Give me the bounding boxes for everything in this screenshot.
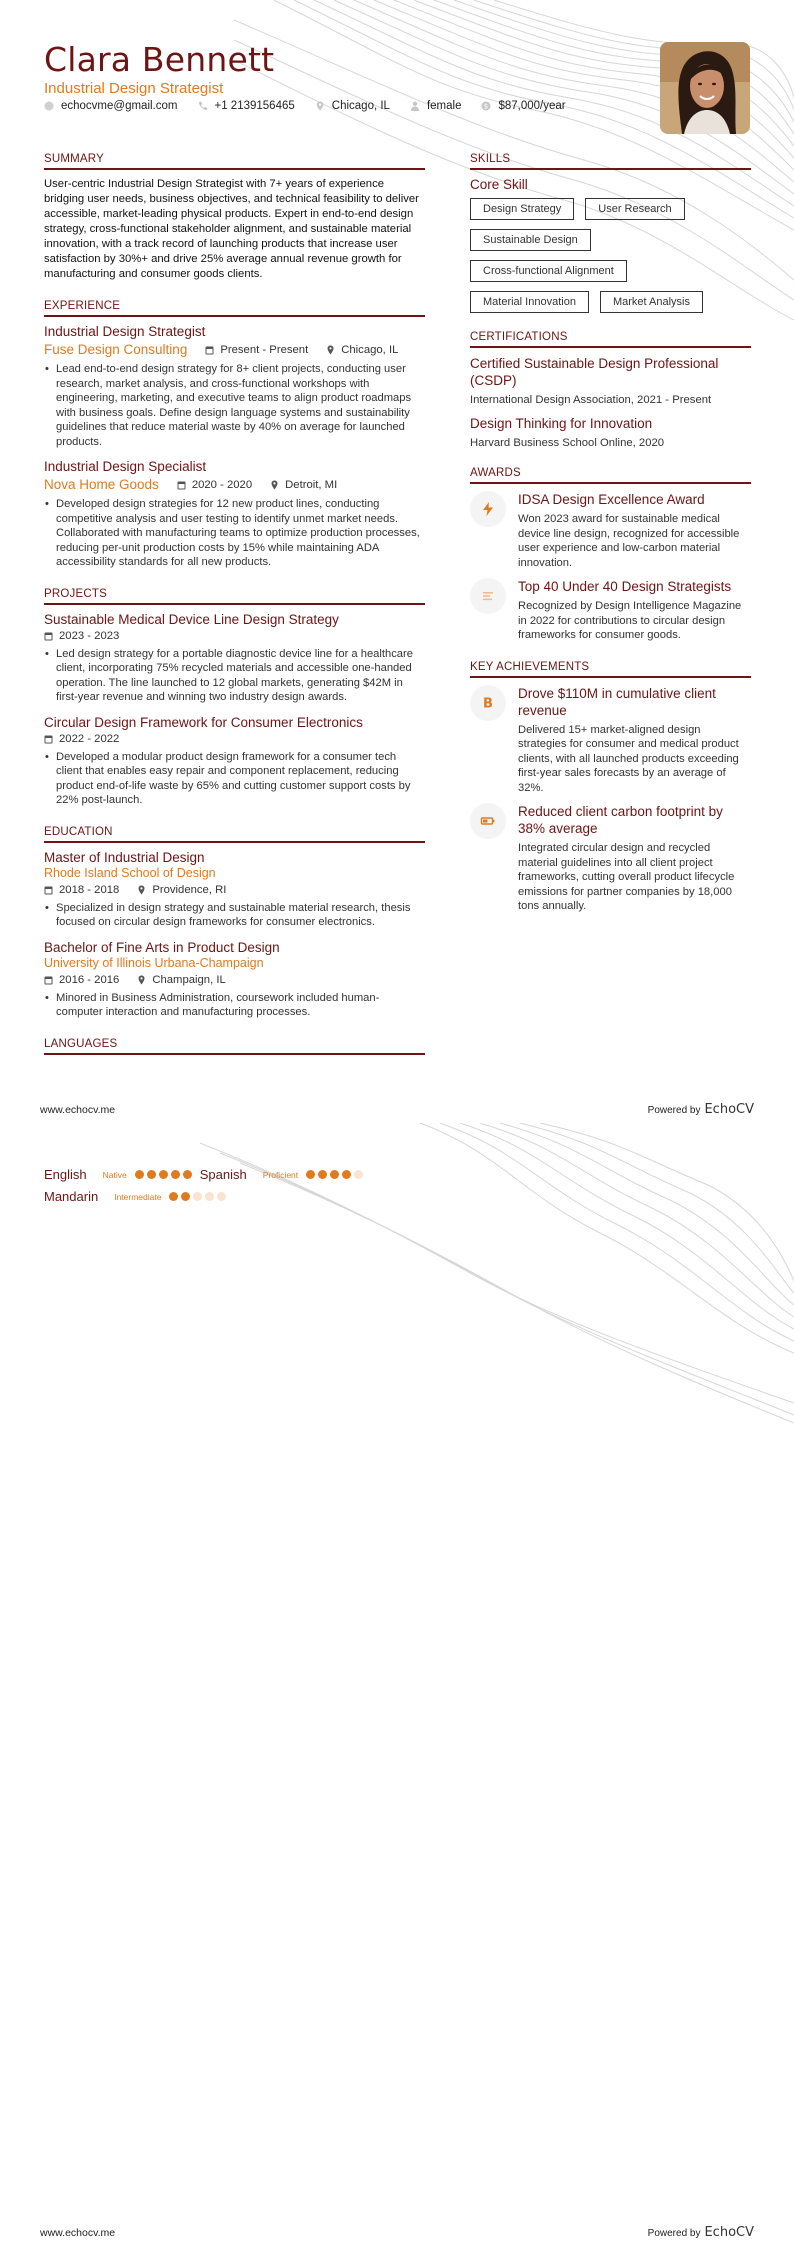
achievement-description: Delivered 15+ market-aligned design strategies for consumer and medical product clients, with all launched products exceeding first-year sales forecasts by an average of 32%.	[518, 723, 739, 794]
section-heading: CERTIFICATIONS	[470, 331, 751, 348]
school-name: Rhode Island School of Design	[44, 865, 216, 880]
bullet-list	[44, 647, 425, 705]
experience-item	[44, 459, 425, 570]
degree-title: Master of Industrial Design	[44, 849, 205, 865]
languages-section	[44, 1038, 425, 1055]
certification-name: Design Thinking for Innovation	[470, 416, 653, 431]
language-level: Intermediate	[114, 1191, 162, 1202]
profile-photo	[660, 42, 750, 134]
achievement-title: Reduced client carbon footprint by 38% average	[518, 804, 723, 836]
job-title: Industrial Design Strategist	[44, 324, 206, 339]
education-meta	[44, 884, 425, 896]
skill-tag: Market Analysis	[600, 291, 703, 313]
job-dates-text: 2020 - 2020	[191, 478, 253, 491]
certification-org: International Design Association, 2021 - Present	[470, 394, 712, 406]
bullet-item: • Developed design strategies for 12 new product lines, conducting competitive analysis and user testing to identify unmet market needs. Collaborated with manufacturing teams to optimize production processes, reducing per-unit production costs by 15% while maintaining ADA accessibility standards for all new products.	[44, 497, 425, 570]
language-row	[44, 1189, 444, 1204]
bullet-item: • Specialized in design strategy and sustainable material research, thesis focused on circular design frameworks for consumer electronics.	[44, 901, 425, 930]
location-pin-icon	[270, 480, 279, 490]
bullet-item: • Minored in Business Administration, coursework included human-computer interaction and manufacturing processes.	[44, 991, 425, 1020]
location-pin-icon	[326, 345, 335, 355]
contact-row	[44, 100, 566, 112]
awards-section	[470, 467, 751, 643]
rating-dot-empty	[217, 1192, 226, 1201]
education-dates	[44, 974, 119, 986]
certifications-section	[470, 331, 751, 449]
project-item	[44, 715, 425, 808]
svg-text:$: $	[484, 102, 489, 111]
calendar-icon	[205, 345, 214, 355]
footer-powered	[648, 2225, 754, 2240]
calendar-icon	[44, 885, 53, 895]
bullet-list	[44, 991, 425, 1020]
battery-icon	[480, 813, 496, 829]
job-subline	[44, 477, 425, 492]
contact-phone[interactable]	[198, 100, 295, 112]
achievement-icon-badge	[470, 803, 506, 839]
section-heading: AWARDS	[470, 467, 751, 484]
skill-tag: User Research	[585, 198, 684, 220]
job-subline	[44, 342, 425, 357]
rating-dot-empty	[205, 1192, 214, 1201]
rating-dot-empty	[193, 1192, 202, 1201]
education-item	[44, 850, 425, 930]
achievement-title: Drove $110M in cumulative client revenue	[518, 685, 716, 718]
bullet-list	[44, 901, 425, 930]
achievement-item	[470, 685, 751, 796]
education-location	[137, 974, 225, 986]
rating-dot-filled	[169, 1192, 178, 1201]
gender-text: female	[426, 100, 462, 112]
project-dates	[44, 630, 425, 642]
contact-email[interactable]	[44, 100, 178, 112]
contact-location	[315, 100, 390, 112]
bullet-list	[44, 750, 425, 808]
footer-powered	[648, 1102, 754, 1117]
rating-dot-filled	[342, 1170, 351, 1179]
award-description: Won 2023 award for sustainable medical device line design, recognized for accessible user experience and low-carbon material innovation.	[518, 513, 740, 569]
education-dates-text: 2016 - 2016	[59, 973, 120, 986]
skill-group-title: Core Skill	[470, 177, 528, 192]
project-dates	[44, 733, 425, 745]
project-title: Circular Design Framework for Consumer Electronics	[44, 714, 363, 730]
rating-dot-filled	[159, 1170, 168, 1179]
company-name: Nova Home Goods	[44, 477, 159, 492]
brand-logo-text[interactable]: EchoCV	[704, 1102, 754, 1117]
resume-page-2	[0, 1123, 794, 2246]
language-rating	[135, 1170, 192, 1179]
language-item	[44, 1189, 226, 1204]
achievement-item	[470, 803, 751, 914]
project-item	[44, 612, 425, 705]
award-description: Recognized by Design Intelligence Magazine in 2022 for contributions to circular design frameworks for consumer goods.	[518, 600, 742, 641]
lines-icon	[480, 588, 496, 604]
rating-dot-filled	[330, 1170, 339, 1179]
phone-icon	[198, 101, 208, 111]
education-dates-text: 2018 - 2018	[59, 883, 120, 896]
language-list	[44, 1167, 444, 1211]
powered-by-text: Powered by	[647, 2228, 701, 2239]
rating-dot-filled	[171, 1170, 180, 1179]
svg-text:B: B	[483, 696, 493, 711]
certification-org: Harvard Business School Online, 2020	[470, 437, 665, 449]
rating-dot-filled	[183, 1170, 192, 1179]
language-level: Proficient	[262, 1169, 299, 1180]
education-section	[44, 826, 425, 1020]
skill-tags	[470, 198, 751, 313]
rating-dot-empty	[354, 1170, 363, 1179]
achievement-icon-badge	[470, 685, 506, 721]
skills-section	[470, 153, 751, 313]
footer-site-link[interactable]: www.echocv.me	[40, 1103, 116, 1116]
language-name: Mandarin	[44, 1189, 99, 1204]
experience-section	[44, 300, 425, 570]
rating-dot-filled	[135, 1170, 144, 1179]
award-icon-badge	[470, 491, 506, 527]
summary-text: User-centric Industrial Design Strategist with 7+ years of experience bridging user needs, business objectives, and technical feasibility to deliver accessible, market-leading physical products. Expert in end-to-end design strategy, cross-functional stakeholder alignment, and sustainable material innovation, with a track record of launching products that increase user satisfaction by 30%+ and drive 25% average annual revenue growth for manufacturing and consumer goods clients.	[44, 178, 419, 280]
calendar-icon	[177, 480, 186, 490]
language-name: Spanish	[199, 1167, 247, 1182]
award-icon-badge	[470, 578, 506, 614]
section-heading: KEY ACHIEVEMENTS	[470, 661, 751, 678]
language-row	[44, 1167, 444, 1182]
powered-by-text: Powered by	[647, 1105, 701, 1116]
education-meta	[44, 974, 425, 986]
calendar-icon	[44, 734, 53, 744]
location-text: Chicago, IL	[331, 100, 390, 112]
email-icon	[44, 101, 54, 111]
left-column	[44, 153, 425, 1073]
bolt-icon	[480, 501, 496, 517]
education-dates	[44, 884, 119, 896]
education-location-text: Providence, RI	[152, 883, 227, 896]
bullet-item: • Lead end-to-end design strategy for 8+ client projects, conducting user research, market analysis, and cross-functional workshops with engineering, marketing, and executive teams to align product roadmaps with business goals. Define design language systems and sustainability guidelines that reduce material waste by 40% on average for launched products.	[44, 362, 425, 449]
calendar-icon	[44, 975, 53, 985]
page-footer	[40, 1102, 754, 1117]
location-pin-icon	[137, 975, 146, 985]
job-location-text: Detroit, MI	[285, 478, 338, 491]
bullet-list	[44, 497, 425, 570]
skill-tag: Cross-functional Alignment	[470, 260, 627, 282]
certification-name: Certified Sustainable Design Professional (CSDP)	[470, 356, 719, 388]
brand-logo-text[interactable]: EchoCV	[704, 2225, 754, 2240]
award-title: Top 40 Under 40 Design Strategists	[518, 579, 732, 594]
degree-title: Bachelor of Fine Arts in Product Design	[44, 939, 280, 955]
rating-dot-filled	[147, 1170, 156, 1179]
section-heading: LANGUAGES	[44, 1038, 425, 1055]
calendar-icon	[44, 631, 53, 641]
language-rating	[306, 1170, 363, 1179]
experience-item	[44, 324, 425, 449]
section-heading: SUMMARY	[44, 153, 425, 170]
salary-text: $87,000/year	[498, 100, 566, 112]
education-item	[44, 940, 425, 1020]
job-dates	[205, 344, 308, 356]
email-text: echocvme@gmail.com	[61, 100, 178, 112]
award-item	[470, 491, 751, 570]
section-heading: EDUCATION	[44, 826, 425, 843]
section-heading: EXPERIENCE	[44, 300, 425, 317]
company-name: Fuse Design Consulting	[44, 342, 188, 357]
language-rating	[169, 1192, 226, 1201]
education-location	[137, 884, 226, 896]
contact-salary	[481, 100, 565, 112]
project-dates-text: 2022 - 2022	[59, 732, 120, 745]
education-location-text: Champaign, IL	[152, 973, 226, 986]
achievement-description: Integrated circular design and recycled material guidelines into all client project frameworks, cutting overall product lifecycle emissions for partner companies by 18,000 tons annually.	[518, 842, 735, 912]
candidate-name: Clara Bennett	[44, 40, 275, 79]
right-column	[470, 153, 751, 932]
project-title: Sustainable Medical Device Line Design Strategy	[44, 611, 339, 627]
school-name: University of Illinois Urbana-Champaign	[44, 955, 264, 970]
bitcoin-icon	[480, 695, 496, 711]
award-item	[470, 578, 751, 643]
job-dates	[177, 479, 252, 491]
phone-text: +1 2139156465	[214, 100, 295, 112]
candidate-title: Industrial Design Strategist	[44, 80, 224, 97]
section-heading: PROJECTS	[44, 588, 425, 605]
page-footer	[40, 2225, 754, 2240]
project-dates-text: 2023 - 2023	[59, 629, 120, 642]
bullet-list	[44, 362, 425, 449]
section-heading: SKILLS	[470, 153, 751, 170]
skill-tag: Material Innovation	[470, 291, 589, 313]
language-item	[44, 1167, 192, 1182]
job-location	[270, 479, 337, 491]
projects-section	[44, 588, 425, 808]
footer-site-link[interactable]: www.echocv.me	[40, 2226, 116, 2239]
job-location	[326, 344, 398, 356]
money-icon	[481, 101, 491, 111]
location-pin-icon	[315, 101, 325, 111]
person-icon	[410, 101, 420, 111]
language-item	[200, 1167, 363, 1182]
job-title: Industrial Design Specialist	[44, 459, 207, 474]
summary-section	[44, 153, 425, 282]
job-dates-text: Present - Present	[220, 343, 309, 356]
bullet-item: • Developed a modular product design framework for a consumer tech client that enables easy repair and component replacement, reducing product end-of-life waste by 65% and cutting customer support costs by 22% post-launch.	[44, 750, 425, 808]
rating-dot-filled	[318, 1170, 327, 1179]
skill-tag: Design Strategy	[470, 198, 574, 220]
bullet-item: • Led design strategy for a portable diagnostic device line for a healthcare client, incorporating 75% recycled materials and accessible one-handed operation. The line launched to 12 global markets, generating $42M in first-year revenue and winning two industry design awards.	[44, 647, 425, 705]
achievements-section	[470, 661, 751, 914]
language-level: Native	[102, 1169, 127, 1180]
language-name: English	[44, 1167, 87, 1182]
location-pin-icon	[137, 885, 146, 895]
job-location-text: Chicago, IL	[341, 343, 399, 356]
rating-dot-filled	[181, 1192, 190, 1201]
contact-gender	[410, 100, 462, 112]
award-title: IDSA Design Excellence Award	[518, 492, 705, 507]
skill-tag: Sustainable Design	[470, 229, 591, 251]
rating-dot-filled	[306, 1170, 315, 1179]
